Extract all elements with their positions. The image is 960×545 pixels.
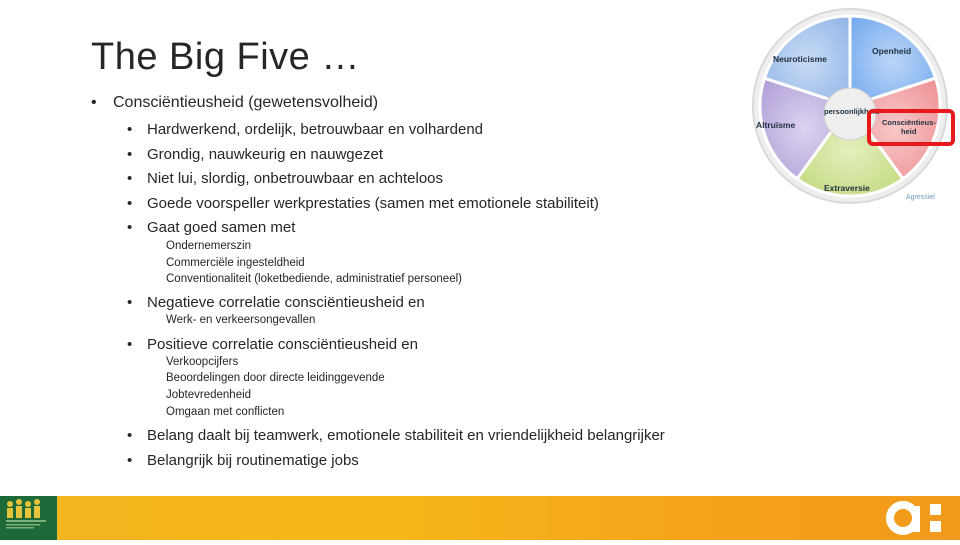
main-bullet: • Consciëntieusheid (gewetensvolheid) (91, 94, 379, 111)
trait-item: • Grondig, nauwkeurig en nauwgezet (127, 146, 383, 163)
a-colon-logo-icon (880, 500, 950, 536)
goes-with-item: Commerciële ingesteldheid (166, 257, 305, 269)
footer-bar (0, 496, 960, 540)
negative-item: Werk- en verkeersongevallen (166, 314, 316, 326)
label-neuroticisme: Neuroticisme (773, 54, 827, 64)
slide-title: The Big Five … (91, 36, 360, 78)
positive-item: Omgaan met conflicten (166, 406, 285, 418)
label-altruisme: Altruïsme (756, 120, 796, 130)
closing-item: • Belang daalt bij teamwerk, emotionele stabiliteit en vriendelijkheid belangrijker (127, 427, 665, 444)
positive-correlation: • Positieve correlatie consciëntieusheid en (127, 336, 418, 353)
trait-item: • Gaat goed samen met (127, 219, 296, 236)
trait-item: • Niet lui, slordig, onbetrouwbaar en achteloos (127, 170, 444, 187)
group-people-logo-icon (0, 496, 57, 540)
trait-item: • Hardwerkend, ordelijk, betrouwbaar en volhardend (127, 121, 484, 138)
negative-correlation: • Negatieve correlatie consciëntieusheid en (127, 294, 425, 311)
positive-item: Beoordelingen door directe leidinggevende (166, 372, 385, 384)
goes-with-item: Ondernemerszin (166, 240, 252, 252)
trait-item: • Goede voorspeller werkprestaties (samen met emotionele stabiliteit) (127, 195, 599, 212)
label-conscientieusheid-2: heid (901, 127, 917, 136)
image-credit: Agressiel (906, 194, 935, 201)
big-five-wheel (748, 4, 956, 204)
positive-item: Verkoopcijfers (166, 356, 239, 368)
label-openheid: Openheid (872, 46, 912, 56)
label-extraversie: Extraversie (824, 183, 870, 193)
goes-with-item: Conventionaliteit (loketbediende, administratief personeel) (166, 273, 462, 285)
closing-item: • Belangrijk bij routinematige jobs (127, 452, 359, 469)
label-conscientieusheid-1: Consciëntieus- (882, 118, 936, 127)
wheel-center-label: persoonlijkheid (824, 107, 880, 116)
positive-item: Jobtevredenheid (166, 389, 252, 401)
